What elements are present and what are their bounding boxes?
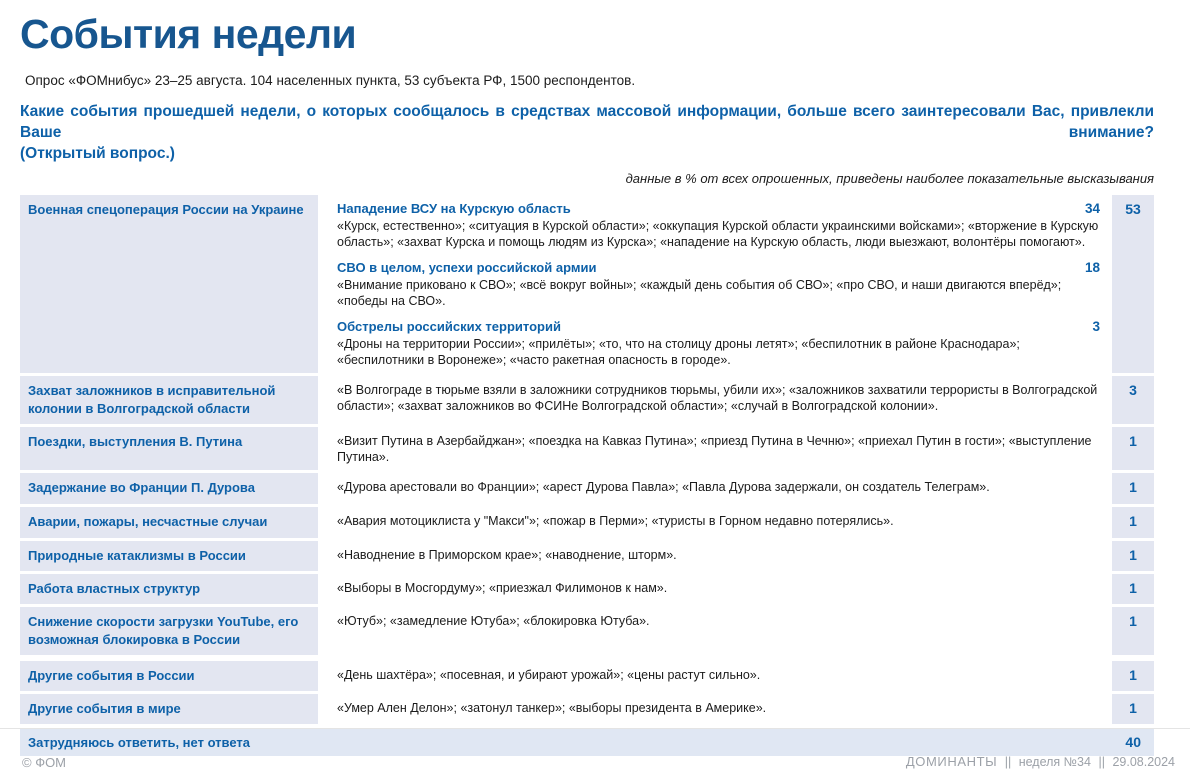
subtopic-header [337,318,1100,335]
survey-question-text: Какие события прошедшей недели, о которых сообщалось в средствах массовой информации, больше всего заинтересовали Вас, привлекли Ваше внимание? [20,103,1154,141]
total-cell: 1 [1112,427,1154,470]
footer-divider [0,728,1190,729]
total-cell: 1 [1112,507,1154,538]
subtopic [337,433,1100,465]
survey-info: Опрос «ФОМнибус» 23–25 августа. 104 населенных пункта, 53 субъекта РФ, 1500 респондентов. [25,73,636,88]
subtopic [337,318,1100,368]
subtopic-quotes: «Выборы в Мосгордуму»; «приезжал Филимонов к нам». [337,581,668,595]
subtopic-value: 18 [1084,260,1100,275]
quotes-cell [322,574,1108,604]
category-label: Военная спецоперация России на Украине [28,202,304,217]
subtopic-quotes: «Авария мотоциклиста у "Макси"»; «пожар в Перми»; «туристы в Горном недавно потерялись». [337,514,894,528]
quotes-cell [322,607,1108,655]
subtopic-quotes: «Наводнение в Приморском крае»; «наводнение, шторм». [337,548,677,562]
category-label: Работа властных структур [28,581,201,596]
total-cell: 1 [1112,661,1154,691]
no-answer-row [20,728,1154,756]
data-note: данные в % от всех опрошенных, приведены наиболее показательные высказывания [625,171,1154,186]
table-row [20,574,1154,604]
subtopic [337,259,1100,309]
page-title: События недели [20,11,357,57]
category-cell [20,427,318,470]
subtopic [337,479,1100,495]
subtopic-header [337,259,1100,276]
events-table [20,195,1154,756]
total-cell: 1 [1112,473,1154,504]
category-cell [20,607,318,655]
table-row [20,694,1154,724]
table-row [20,541,1154,571]
subtopic-value: 34 [1084,201,1100,216]
quotes-cell [322,694,1108,724]
subtopic-quotes: «В Волгограде в тюрьме взяли в заложники сотрудников тюрьмы, убили их»; «заложников захватили террористы в Волгоградской области»; «захват заложников во ФСИНе Волгоградской области»; «случай в Волгоградской колонии». [337,383,1098,413]
category-cell [20,507,318,538]
survey-question [20,101,1154,164]
subtopic-quotes: «Дроны на территории России»; «прилёты»; «то, что на столицу дроны летят»; «беспилотник в районе Краснодара»; «беспилотники в Воронеже»; «часто ракетная опасность в городе». [337,337,1020,367]
category-label: Снижение скорости загрузки YouTube, его возможная блокировка в России [28,614,299,647]
category-cell [20,661,318,691]
quotes-cell [322,427,1108,470]
category-cell [20,694,318,724]
survey-question-note: (Открытый вопрос.) [20,145,175,162]
no-answer-label: Затрудняюсь ответить, нет ответа [28,734,251,750]
subtopic [337,580,1100,596]
subtopic-quotes: «Визит Путина в Азербайджан»; «поездка на Кавказ Путина»; «приезд Путина в Чечню»; «приехал Путин в гости»; «выступление Путина». [337,434,1092,464]
category-label: Захват заложников в исправительной колонии в Волгоградской области [28,383,276,416]
subtopic [337,667,1100,683]
total-cell: 3 [1112,376,1154,424]
subtopic-quotes: «Дурова арестовали во Франции»; «арест Дурова Павла»; «Павла Дурова задержали, он создатель Телеграм». [337,480,990,494]
table-row [20,607,1154,655]
subtopic [337,613,1100,629]
quotes-cell [322,195,1108,373]
table-row [20,376,1154,424]
total-cell: 1 [1112,541,1154,571]
category-label: Другие события в мире [28,701,181,716]
separator-bars: || [1004,755,1012,769]
events-table-rows [20,195,1154,724]
quotes-cell [322,473,1108,504]
total-cell: 1 [1112,607,1154,655]
quotes-cell [322,507,1108,538]
total-cell: 1 [1112,694,1154,724]
category-cell [20,195,318,373]
subtopic-label: Обстрелы российских территорий [337,319,561,334]
subtopic-quotes: «Внимание приковано к СВО»; «всё вокруг войны»; «каждый день события об СВО»; «про СВО, и наши двигаются вперёд»; «победы на СВО». [337,278,1062,308]
quotes-cell [322,661,1108,691]
subtopic-quotes: «Курск, естественно»; «ситуация в Курской области»; «оккупация Курской области украинскими войсками»; «вторжение в Курскую область»; «захват Курска и помощь людям из Курска»; «нападение на Курскую область, люди выезжают, волонтёры помогают». [337,219,1099,249]
publication-name: ДОМИНАНТЫ [905,754,998,769]
quotes-cell [322,541,1108,571]
table-row [20,507,1154,538]
week-number: неделя №34 [1018,755,1091,769]
category-label: Аварии, пожары, несчастные случаи [28,514,268,529]
table-row [20,427,1154,470]
category-cell [20,541,318,571]
table-row [20,661,1154,691]
quotes-cell [322,376,1108,424]
subtopic-quotes: «День шахтёра»; «посевная, и убирают урожай»; «цены растут сильно». [337,668,761,682]
separator-bars: || [1098,755,1105,769]
subtopic [337,700,1100,716]
category-label: Поездки, выступления В. Путина [28,434,243,449]
subtopic [337,547,1100,563]
subtopic [337,382,1100,414]
subtopic [337,200,1100,250]
subtopic-value: 3 [1092,319,1100,334]
category-cell [20,376,318,424]
table-row [20,473,1154,504]
subtopic-quotes: «Умер Ален Делон»; «затонул танкер»; «выборы президента в Америке». [337,701,767,715]
copyright: © ФОМ [22,755,67,770]
subtopic-label: Нападение ВСУ на Курскую область [337,201,571,216]
publication-date: 29.08.2024 [1112,755,1175,769]
table-row [20,195,1154,373]
total-cell: 1 [1112,574,1154,604]
category-cell [20,473,318,504]
subtopic-quotes: «Ютуб»; «замедление Ютуба»; «блокировка Ютуба». [337,614,650,628]
category-cell [20,574,318,604]
no-answer-value: 40 [1125,734,1141,750]
total-cell: 53 [1112,195,1154,373]
subtopic [337,513,1100,529]
category-label: Другие события в России [28,668,195,683]
publication-info [906,754,1175,769]
subtopic-header [337,200,1100,217]
category-label: Задержание во Франции П. Дурова [28,480,255,495]
subtopic-label: СВО в целом, успехи российской армии [337,260,597,275]
category-label: Природные катаклизмы в России [28,548,246,563]
